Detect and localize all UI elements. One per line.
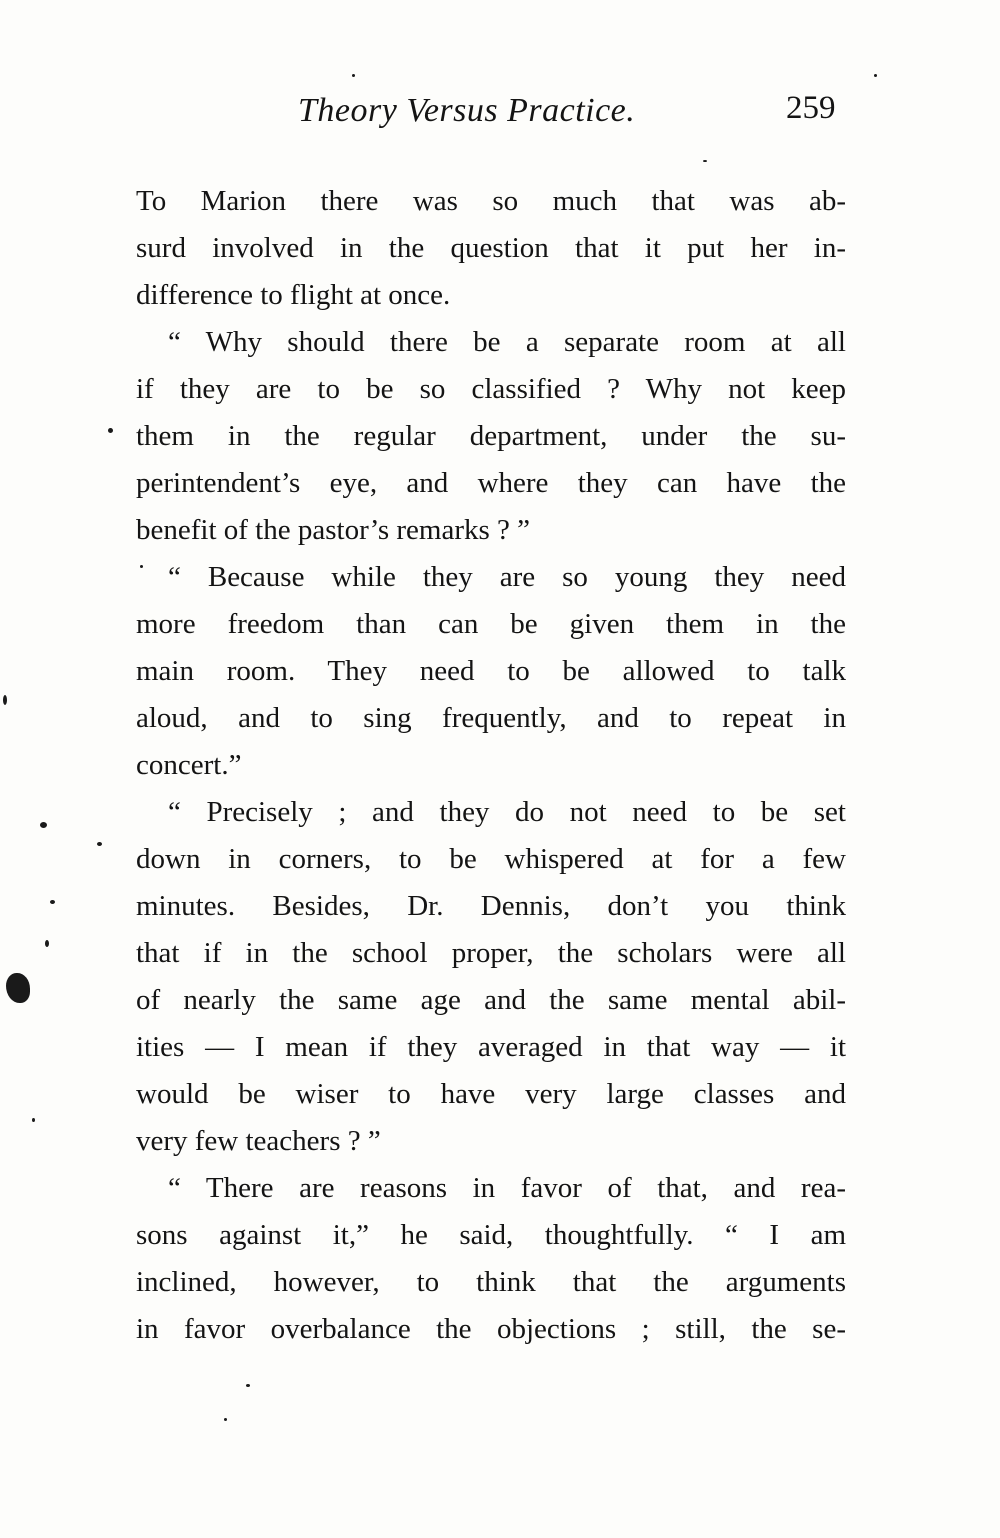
text-line: benefit of the pastor’s remarks ? ” bbox=[136, 514, 531, 546]
ink-speck bbox=[50, 900, 55, 904]
text-line: main room. They need to be allowed to talk bbox=[136, 655, 846, 687]
body-text bbox=[136, 178, 846, 1353]
ink-speck bbox=[874, 74, 877, 77]
ink-speck bbox=[224, 1418, 227, 1421]
text-line: “ Because while they are so young they need bbox=[168, 561, 846, 593]
ink-speck bbox=[32, 1118, 35, 1122]
text-line: more freedom than can be given them in the bbox=[136, 608, 846, 640]
text-line: them in the regular department, under the su- bbox=[136, 420, 846, 452]
text-line: sons against it,” he said, thoughtfully. “ I am bbox=[136, 1219, 846, 1251]
text-line: “ There are reasons in favor of that, and rea- bbox=[168, 1172, 846, 1204]
ink-speck bbox=[3, 695, 7, 705]
page-number: 259 bbox=[786, 90, 836, 126]
text-line: “ Why should there be a separate room at all bbox=[168, 326, 846, 358]
text-line: To Marion there was so much that was ab- bbox=[136, 185, 846, 217]
ink-speck bbox=[45, 940, 49, 947]
text-line: that if in the school proper, the scholars were all bbox=[136, 937, 846, 969]
ink-speck bbox=[246, 1384, 250, 1387]
text-line: ities — I mean if they averaged in that way — it bbox=[136, 1031, 846, 1063]
text-line: in favor overbalance the objections ; still, the se- bbox=[136, 1313, 846, 1345]
ink-speck bbox=[352, 74, 355, 77]
text-line: very few teachers ? ” bbox=[136, 1125, 381, 1157]
text-line: aloud, and to sing frequently, and to repeat in bbox=[136, 702, 846, 734]
ink-speck bbox=[6, 973, 30, 1003]
text-line: perintendent’s eye, and where they can have the bbox=[136, 467, 846, 499]
ink-speck bbox=[703, 160, 707, 162]
text-line: “ Precisely ; and they do not need to be set bbox=[168, 796, 846, 828]
text-line: down in corners, to be whispered at for a few bbox=[136, 843, 846, 875]
running-head-title: Theory Versus Practice. bbox=[298, 92, 636, 129]
text-line: concert.” bbox=[136, 749, 242, 781]
text-line: of nearly the same age and the same mental abil- bbox=[136, 984, 846, 1016]
text-line: if they are to be so classified ? Why not keep bbox=[136, 373, 846, 405]
text-line: minutes. Besides, Dr. Dennis, don’t you think bbox=[136, 890, 846, 922]
ink-speck bbox=[40, 822, 47, 828]
text-line: difference to flight at once. bbox=[136, 279, 451, 311]
text-line: surd involved in the question that it put her in- bbox=[136, 232, 846, 264]
ink-speck bbox=[97, 842, 102, 846]
text-line: inclined, however, to think that the arguments bbox=[136, 1266, 846, 1298]
ink-speck bbox=[108, 428, 113, 433]
text-line: would be wiser to have very large classes and bbox=[136, 1078, 846, 1110]
ink-speck bbox=[140, 565, 143, 568]
